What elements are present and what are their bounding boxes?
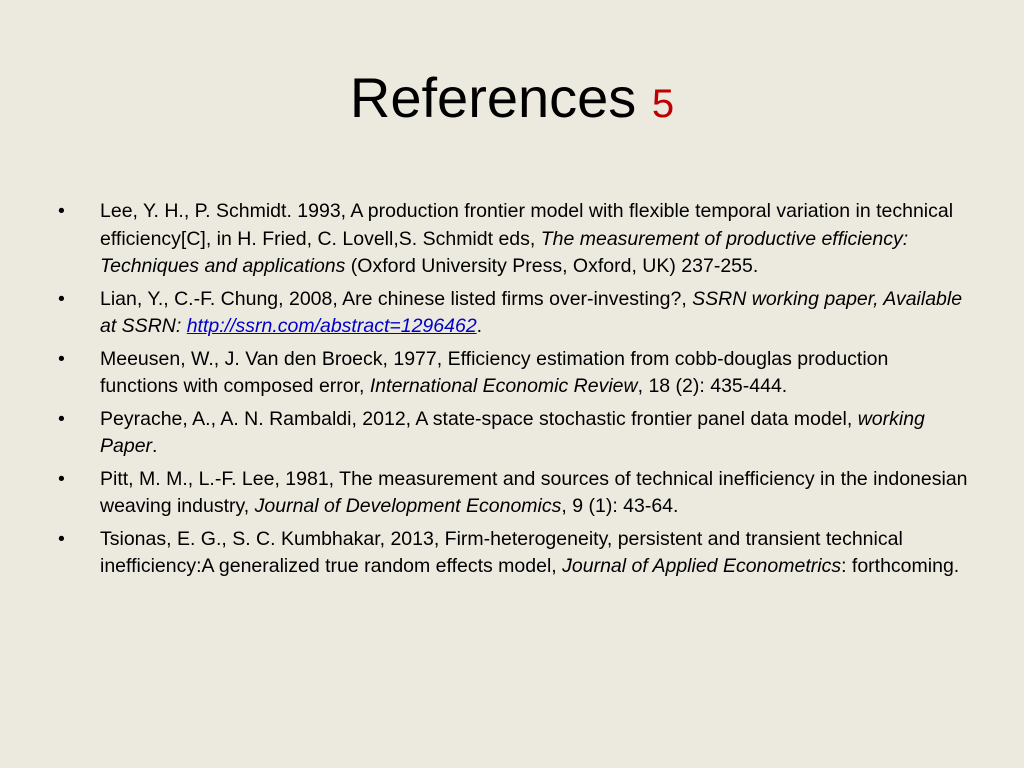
reference-item-lian — [58, 286, 968, 341]
reference-text: Lee, Y. H., P. Schmidt. 1993, A production frontier model with flexible temporal variation in technical efficiency[C], in H. Fried, C. Lovell,S. Schmidt eds, — [100, 200, 954, 250]
bullet-icon: • — [58, 200, 65, 222]
reference-source: SSRN working paper, Available at SSRN: — [100, 287, 963, 337]
reference-source: Journal of Development Economics — [254, 495, 562, 517]
reference-details: , 9 (1): 43-64. — [561, 495, 679, 517]
reference-item-meeusen — [58, 346, 968, 401]
title-number: 5 — [651, 82, 675, 126]
reference-text: Peyrache, A., A. N. Rambaldi, 2012, A state-space stochastic frontier panel data model, — [100, 407, 858, 430]
reference-item-peyrache — [58, 406, 968, 461]
reference-text: Meeusen, W., J. Van den Broeck, 1977, Efficiency estimation from cobb-douglas production functions with composed error, — [100, 347, 889, 397]
title-text: References — [349, 66, 637, 129]
ssrn-link[interactable]: http://ssrn.com/abstract=1296462 — [186, 315, 477, 337]
reference-details: , 18 (2): 435-444. — [637, 375, 788, 397]
reference-details: . — [152, 435, 158, 457]
reference-list — [58, 198, 968, 586]
reference-item-lee — [58, 198, 968, 281]
bullet-icon: • — [58, 347, 65, 370]
reference-item-pitt — [58, 466, 968, 521]
bullet-icon: • — [58, 527, 65, 550]
bullet-icon: • — [58, 467, 65, 490]
reference-source: Journal of Applied Econometrics — [562, 555, 842, 577]
bullet-icon: • — [58, 287, 65, 310]
reference-source: The measurement of productive efficiency: Techniques and applications — [100, 227, 909, 277]
reference-text: Pitt, M. M., L.-F. Lee, 1981, The measurement and sources of technical inefficiency in the indonesian weaving industry, — [100, 467, 968, 517]
reference-details: (Oxford University Press, Oxford, UK) 237-255. — [345, 255, 759, 277]
reference-source: International Economic Review — [369, 375, 638, 397]
bullet-icon: • — [58, 407, 65, 430]
reference-details: . — [476, 315, 483, 337]
reference-details: : forthcoming. — [841, 555, 960, 577]
reference-source: working Paper — [100, 407, 925, 457]
reference-item-tsionas — [58, 526, 968, 581]
slide-title — [0, 62, 1024, 140]
reference-text: Tsionas, E. G., S. C. Kumbhakar, 2013, Firm-heterogeneity, persistent and transient technical inefficiency:A generalized true random effects model, — [100, 527, 903, 577]
reference-text: Lian, Y., C.-F. Chung, 2008, Are chinese listed firms over-investing?, — [100, 287, 693, 310]
